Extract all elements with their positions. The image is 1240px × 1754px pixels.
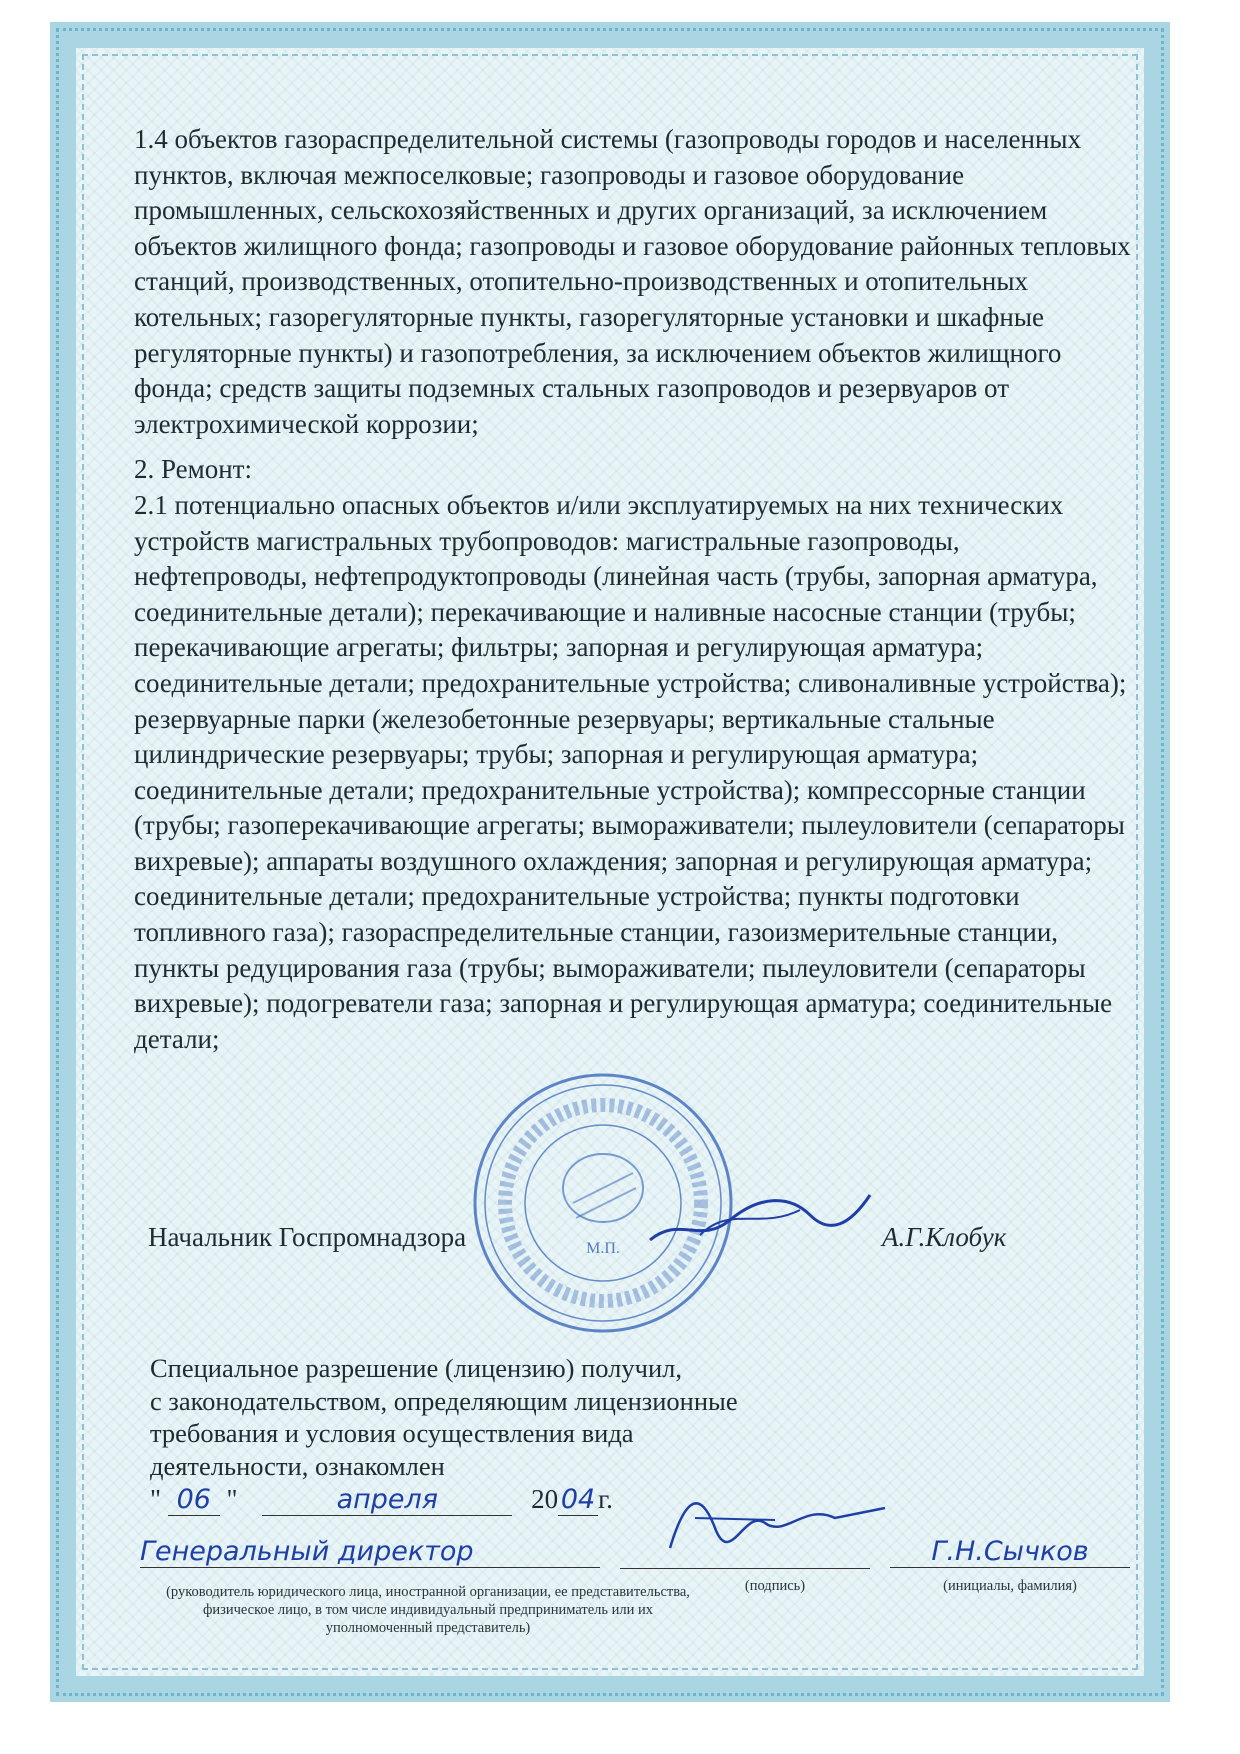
- section-1-4: 1.4 объектов газораспределительной системы (газопроводы городов и населенных пунктов, включая межпоселковые; газопроводы и газовое оборудование промышленных, сельскохозяйственных и других организаций, за исключением объектов жилищного фонда; газопроводы и газовое оборудование районных тепловых станций, производственных, отопительно-производственных и отопительных котельных; газорегуляторные пункты, газорегуляторные установки и шкафные регуляторные пункты) и газопотребления, за исключением объектов жилищного фонда; средств защиты подземных стальных газопроводов и резервуаров от электрохимической коррозии;: [134, 124, 1131, 439]
- recipient-name: Г.Н.Сычков: [890, 1536, 1130, 1568]
- quote-open: ": [150, 1484, 162, 1514]
- signatory-name: А.Г.Клобук: [882, 1222, 1007, 1252]
- date-year-prefix: 20: [531, 1484, 559, 1514]
- quote-close: ": [226, 1484, 238, 1514]
- date-year-suffix: 04: [558, 1484, 598, 1516]
- license-body: [134, 122, 1134, 1057]
- section-2-1: 2.1 потенциально опасных объектов и/или эксплуатируемых на них технических устройств магистральных трубопроводов: магистральные газопроводы, нефтепроводы, нефтепродуктопроводы (линейная часть (трубы, запорная арматура, соединительные детали); перекачивающие и наливные насосные станции (трубы; перекачивающие агрегаты; фильтры; запорная и регулирующая арматура; соединительные детали; предохранительные устройства; сливоналивные устройства); резервуарные парки (железобетонные резервуары; вертикальные стальные цилиндрические резервуары; трубы; запорная и регулирующая арматура; соединительные детали; предохранительные устройства); компрессорные станции (трубы; газоперекачивающие агрегаты; вымораживатели; пылеуловители (сепараторы вихревые); аппараты воздушного охлаждения; запорная и регулирующая арматура; соединительные детали; предохранительные устройства; пункты подготовки топливного газа); газораспределительные станции, газоизмерительные станции, пункты редуцирования газа (трубы; вымораживатели; пылеуловители (сепараторы вихревые); подогреватели газа; запорная и регулирующая арматура; соединительные детали;: [134, 489, 1127, 1054]
- acknowledgement-block: [150, 1352, 910, 1482]
- role-caption: (руководитель юридического лица, иностранной организации, ее представительства, физическое лицо, в том числе индивидуальный предприниматель или их уполномоченный представитель): [166, 1584, 690, 1636]
- signature-line: [620, 1568, 870, 1569]
- ack-line-1: Специальное разрешение (лицензию) получил,: [150, 1353, 683, 1383]
- ack-line-3: требования и условия осуществления вида: [150, 1418, 634, 1448]
- date-month: апреля: [262, 1484, 512, 1516]
- section-2-heading: 2. Ремонт:: [134, 454, 252, 485]
- date-day: 06: [168, 1484, 220, 1516]
- recipient-row: [140, 1532, 1140, 1576]
- name-caption: (инициалы, фамилия): [943, 1578, 1077, 1594]
- date-year-mark: г.: [598, 1484, 613, 1514]
- signature-icon: [640, 1185, 880, 1255]
- seal-mp-label: М.П.: [586, 1240, 620, 1257]
- signature-caption: (подпись): [744, 1578, 806, 1594]
- ack-line-2: с законодательством, определяющим лицензионные: [150, 1385, 738, 1416]
- signatory-title: Начальник Госпромнадзора: [148, 1222, 467, 1252]
- recipient-position: Генеральный директор: [140, 1536, 600, 1568]
- ack-line-4: деятельности, ознакомлен: [150, 1450, 445, 1481]
- date-row: [150, 1484, 613, 1516]
